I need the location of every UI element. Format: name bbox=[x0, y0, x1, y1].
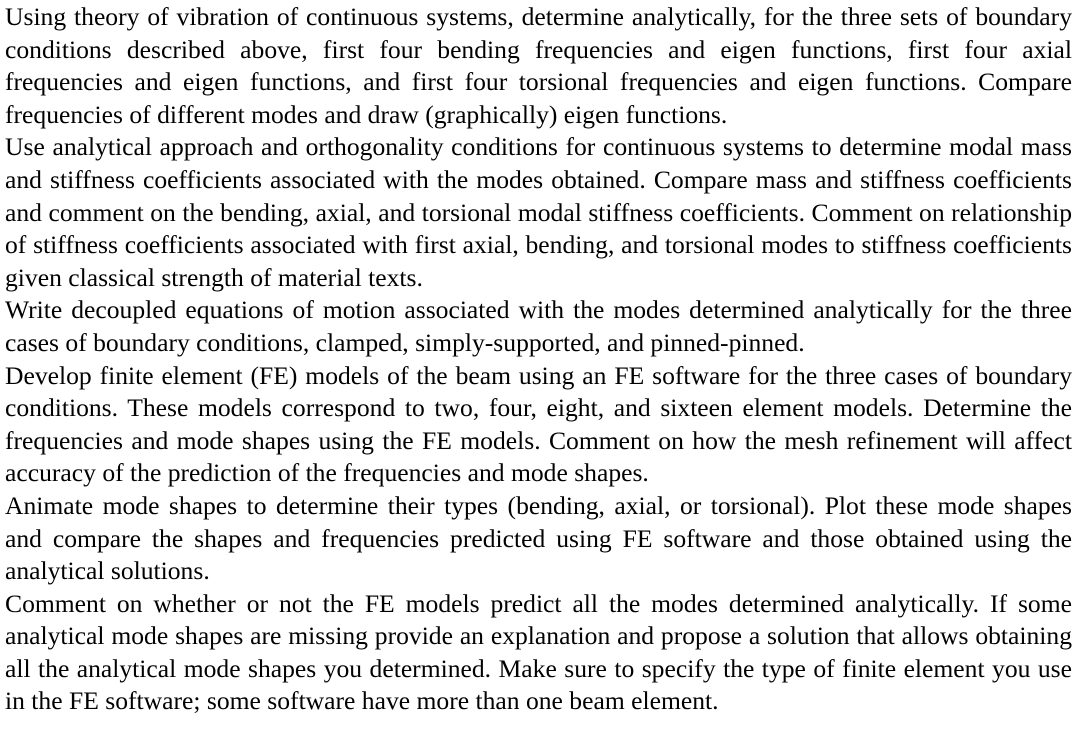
paragraph-animate-mode-shapes: Animate mode shapes to determine their types (bending, axial, or torsional). Plot these mode shapes and compare the shapes and frequencies predicted using FE software and those obtained using the analytical solutions. bbox=[5, 490, 1072, 586]
paragraph-fe-models: Develop finite element (FE) models of the beam using an FE software for the three cases of boundary conditions. These models correspond to two, four, eight, and sixteen element models. Determine the frequencies and mode shapes using the FE models. Comment on how the mesh refinement will affect accuracy of the prediction of the frequencies and mode shapes. bbox=[5, 360, 1072, 488]
paragraph-modal-mass-stiffness: Use analytical approach and orthogonality conditions for continuous systems to determine modal mass and stiffness coefficients associated with the modes obtained. Compare mass and stiffness coefficients and comment on the bending, axial, and torsional modal stiffness coefficients. Comment on relationship of stiffness coefficients associated with first axial, bending, and torsional modes to stiffness coefficients given classical strength of material texts. bbox=[5, 132, 1072, 292]
paragraph-analytical-frequencies: Using theory of vibration of continuous systems, determine analytically, for the three sets of boundary conditions described above, first four bending frequencies and eigen functions, first four axial frequencies and eigen functions, and first four torsional frequencies and eigen functions. Compare frequencies of different modes and draw (graphically) eigen functions. bbox=[5, 2, 1072, 129]
paragraph-decoupled-equations: Write decoupled equations of motion associated with the modes determined analytically for the three cases of boundary conditions, clamped, simply-supported, and pinned-pinned. bbox=[5, 295, 1072, 357]
paragraph-missing-modes: Comment on whether or not the FE models predict all the modes determined analytically. If some analytical mode shapes are missing provide an explanation and propose a solution that allows obtaining all the analytical mode shapes you determined. Make sure to specify the type of finite element you use in the FE software; some software have more than one beam element. bbox=[5, 588, 1072, 716]
